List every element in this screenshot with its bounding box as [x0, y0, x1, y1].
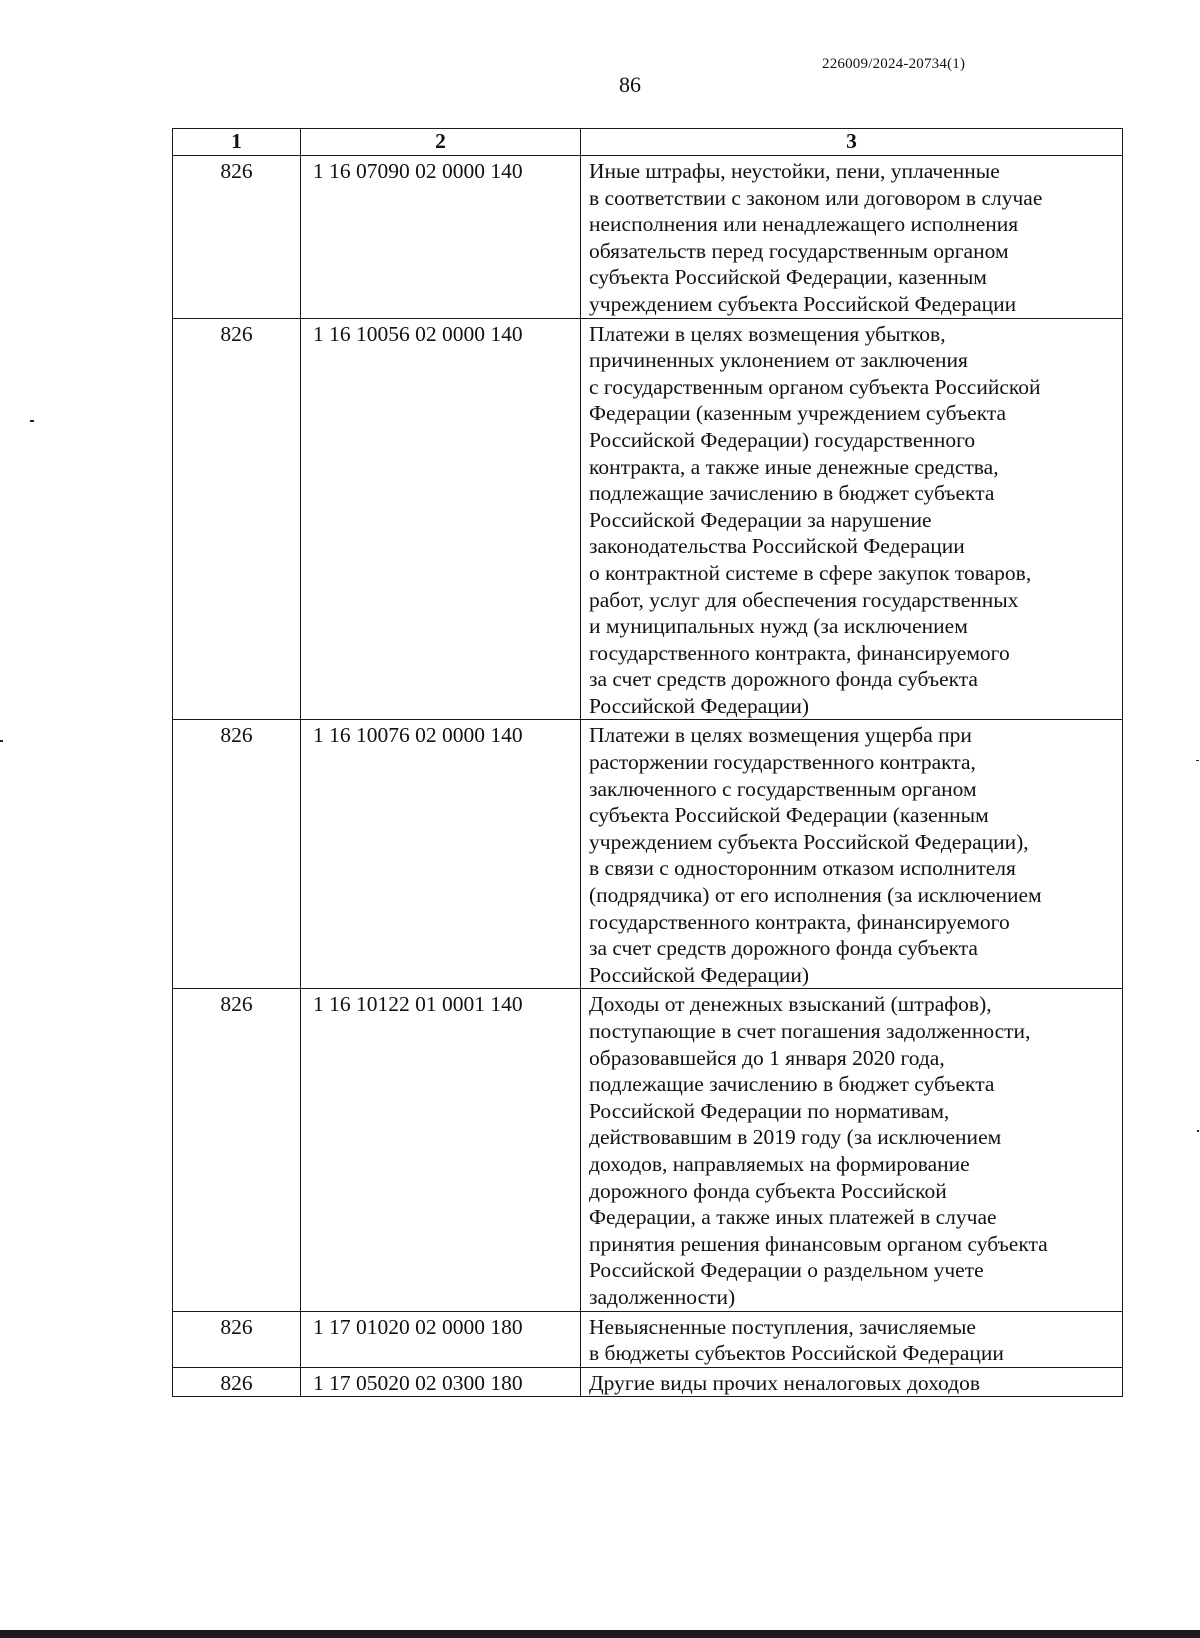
column-header-1: 1: [173, 129, 301, 156]
scan-artifact-dot: [1197, 1130, 1199, 1132]
budget-code-cell: 1 17 05020 02 0300 180: [301, 1367, 581, 1397]
table-row: [173, 1367, 1123, 1397]
budget-code-cell: 1 16 10076 02 0000 140: [301, 720, 581, 989]
description-cell: Другие виды прочих неналоговых доходов: [581, 1367, 1123, 1397]
table-row: [173, 989, 1123, 1311]
scan-bottom-edge: [0, 1630, 1200, 1638]
budget-code-cell: 1 16 10056 02 0000 140: [301, 318, 581, 720]
description-cell: Иные штрафы, неустойки, пени, уплаченные в соответствии с законом или договором в случае неисполнения или ненадлежащего исполнения обязательств перед государственным органом субъекта Российской Федерации, казенным учреждением субъекта Российской Федерации: [581, 156, 1123, 319]
admin-code-cell: 826: [173, 318, 301, 720]
column-header-2: 2: [301, 129, 581, 156]
revenue-classification-table: [172, 128, 1123, 1397]
budget-code-cell: 1 17 01020 02 0000 180: [301, 1311, 581, 1367]
budget-code-cell: 1 16 07090 02 0000 140: [301, 156, 581, 319]
admin-code-cell: 826: [173, 720, 301, 989]
table-row: [173, 156, 1123, 319]
admin-code-cell: 826: [173, 1367, 301, 1397]
admin-code-cell: 826: [173, 1311, 301, 1367]
scan-artifact-dot: [0, 740, 3, 742]
description-cell: Платежи в целях возмещения ущерба при расторжении государственного контракта, заключенного с государственным органом субъекта Российской Федерации (казенным учреждением субъекта Российской Федерации), в связи с односторонним отказом исполнителя (подрядчика) от его исполнения (за исключением государственного контракта, финансируемого за счет средств дорожного фонда субъекта Российской Федерации): [581, 720, 1123, 989]
table-row: [173, 318, 1123, 720]
budget-code-cell: 1 16 10122 01 0001 140: [301, 989, 581, 1311]
admin-code-cell: 826: [173, 156, 301, 319]
description-cell: Платежи в целях возмещения убытков, причиненных уклонением от заключения с государственным органом субъекта Российской Федерации (казенным учреждением субъекта Российской Федерации) государственного контракта, а также иные денежные средства, подлежащие зачислению в бюджет субъекта Российской Федерации за нарушение законодательства Российской Федерации о контрактной системе в сфере закупок товаров, работ, услуг для обеспечения государственных и муниципальных нужд (за исключением государственного контракта, финансируемого за счет средств дорожного фонда субъекта Российской Федерации): [581, 318, 1123, 720]
document-id: 226009/2024-20734(1): [822, 56, 966, 72]
description-cell: Доходы от денежных взысканий (штрафов), поступающие в счет погашения задолженности, образовавшейся до 1 января 2020 года, подлежащие зачислению в бюджет субъекта Российской Федерации по нормативам, действовавшим в 2019 году (за исключением доходов, направляемых на формирование дорожного фонда субъекта Российской Федерации, а также иных платежей в случае принятия решения финансовым органом субъекта Российской Федерации о раздельном учете задолженности): [581, 989, 1123, 1311]
scan-artifact-dot: [30, 420, 34, 422]
admin-code-cell: 826: [173, 989, 301, 1311]
table-row: [173, 720, 1123, 989]
table-row: [173, 1311, 1123, 1367]
column-header-3: 3: [581, 129, 1123, 156]
scan-artifact-dot: [1196, 760, 1199, 761]
description-cell: Невыясненные поступления, зачисляемые в бюджеты субъектов Российской Федерации: [581, 1311, 1123, 1367]
page-number: 86: [619, 72, 641, 97]
table-header-row: [173, 129, 1123, 156]
